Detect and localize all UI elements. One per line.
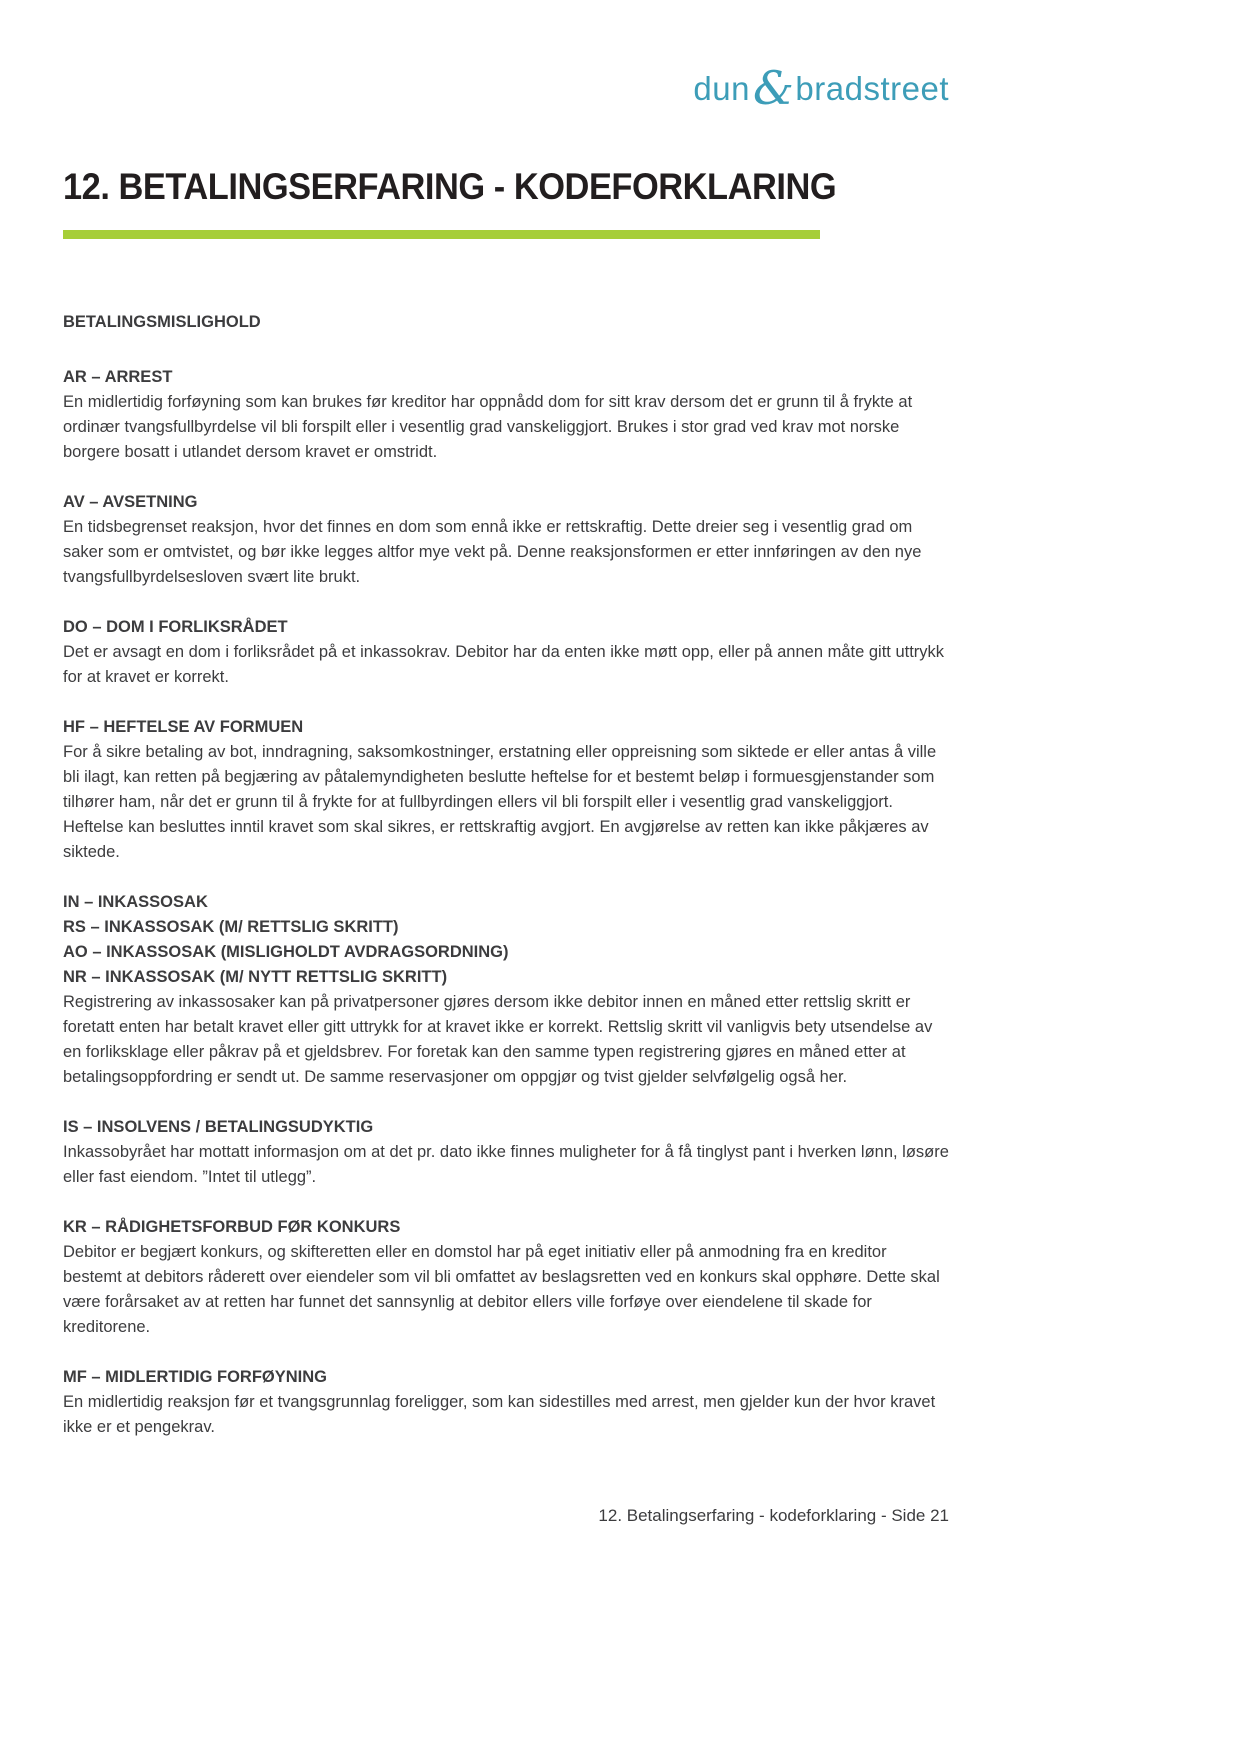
code-section (63, 365, 949, 465)
section-code-title: HF – HEFTELSE AV FORMUEN (63, 718, 304, 736)
section-code-title: IS – INSOLVENS / BETALINGSUDYKTIG (63, 1118, 374, 1136)
ampersand-icon: & (752, 61, 795, 115)
chapter-heading: BETALINGSMISLIGHOLD (63, 313, 261, 331)
code-section (63, 715, 949, 865)
code-section (63, 890, 949, 1090)
section-code-title: AR – ARREST (63, 368, 173, 386)
section-code-title: MF – MIDLERTIDIG FORFØYNING (63, 1368, 327, 1386)
section-code-title: RS – INKASSOSAK (M/ RETTSLIG SKRITT) (63, 918, 399, 936)
dun-bradstreet-logo (63, 61, 949, 115)
section-code-title: KR – RÅDIGHETSFORBUD FØR KONKURS (63, 1218, 401, 1236)
section-body: Inkassobyrået har mottatt informasjon om at det pr. dato ikke finnes muligheter for å få tinglyst pant i hverken lønn, løsøre eller fast eiendom. ”Intet til utlegg”. (63, 1143, 949, 1186)
section-titles (63, 715, 949, 740)
code-section (63, 615, 949, 690)
logo-text-bradstreet: bradstreet (795, 70, 949, 107)
page-footer: 12. Betalingserfaring - kodeforklaring - Side 21 (598, 1506, 949, 1525)
section-code-title: DO – DOM I FORLIKSRÅDET (63, 618, 288, 636)
code-section (63, 490, 949, 590)
logo-text-dun: dun (693, 70, 750, 107)
section-code-title: AV – AVSETNING (63, 493, 198, 511)
section-body: Debitor er begjært konkurs, og skifteretten eller en domstol har på eget initiativ eller på anmodning fra en kreditor bestemt at debitors råderett over eiendeler som vil bli omfattet av beslagsretten ved en konkurs skal opphøre. Dette skal være forårsaket av at retten har funnet det sannsynlig at debitor ellers ville forføye over eiendelene til skade for kreditorene. (63, 1243, 940, 1336)
section-titles (63, 1365, 949, 1390)
section-code-title: IN – INKASSOSAK (63, 893, 208, 911)
section-titles (63, 1215, 949, 1240)
code-section (63, 1365, 949, 1440)
code-section (63, 1115, 949, 1190)
document-body (63, 310, 949, 1465)
section-titles (63, 490, 949, 515)
sections (63, 365, 949, 1440)
code-section (63, 1215, 949, 1340)
section-titles (63, 365, 949, 390)
section-titles (63, 1115, 949, 1140)
section-body: Det er avsagt en dom i forliksrådet på et inkassokrav. Debitor har da enten ikke møtt opp, eller på annen måte gitt uttrykk for at kravet er korrekt. (63, 643, 945, 686)
section-body: En midlertidig forføyning som kan brukes før kreditor har oppnådd dom for sitt krav dersom det er grunn til å frykte at ordinær tvangsfullbyrdelse vil bli forspilt eller i vesentlig grad vanskeliggjort. Brukes i stor grad ved krav mot norske borgere bosatt i utlandet dersom kravet er omstridt. (63, 393, 913, 461)
section-titles (63, 615, 949, 640)
section-body: En tidsbegrenset reaksjon, hvor det finnes en dom som ennå ikke er rettskraftig. Dette dreier seg i vesentlig grad om saker som er omtvistet, og bør ikke legges altfor mye vekt på. Denne reaksjonsformen er etter innføringen av den nye tvangsfullbyrdelsesloven svært lite brukt. (63, 518, 922, 586)
section-titles (63, 890, 949, 990)
section-code-title: NR – INKASSOSAK (M/ NYTT RETTSLIG SKRITT) (63, 968, 448, 986)
section-body: For å sikre betaling av bot, inndragning, saksomkostninger, erstatning eller oppreisning som siktede er eller antas å ville bli ilagt, kan retten på begjæring av påtalemyndigheten beslutte heftelse for et bestemt beløp i formuesgjenstander som tilhører ham, når det er grunn til å frykte for at fullbyrdingen ellers vil bli forspilt eller i vesentlig grad vanskeliggjort. Heftelse kan besluttes inntil kravet som skal sikres, er rettskraftig avgjort. En avgjørelse av retten kan ikke påkjæres av siktede. (63, 743, 937, 861)
title-accent-rule (63, 230, 820, 239)
section-body: En midlertidig reaksjon før et tvangsgrunnlag foreligger, som kan sidestilles med arrest, men gjelder kun der hvor kravet ikke er et pengekrav. (63, 1393, 936, 1436)
page-title: 12. BETALINGSERFARING - KODEFORKLARING (63, 166, 837, 207)
section-code-title: AO – INKASSOSAK (MISLIGHOLDT AVDRAGSORDNING) (63, 943, 509, 961)
section-body: Registrering av inkassosaker kan på privatpersoner gjøres dersom ikke debitor innen en måned etter rettslig skritt er foretatt enten har betalt kravet eller gitt uttrykk for at kravet ikke er korrekt. Rettslig skritt vil vanligvis bety utsendelse av en forliksklage eller påkrav på et gjeldsbrev. For foretak kan den samme typen registrering gjøres en måned etter at betalingsoppfordring er sendt ut. De samme reservasjoner om oppgjør og tvist gjelder selvfølgelig også her. (63, 993, 933, 1086)
